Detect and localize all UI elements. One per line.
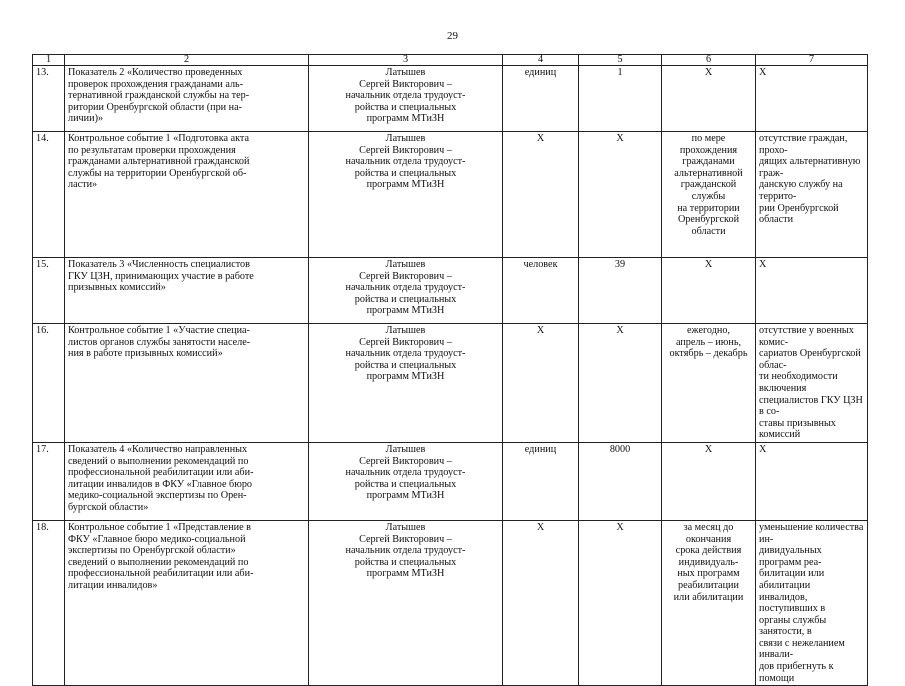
event-name: Контрольное событие 1 «Участие специа- листов органов службы занятости населе- ния в работе призывных комиссий»: [65, 324, 309, 443]
responsible-person: Латышев Сергей Викторович – начальник отдела трудоуст- ройства и специальных программ МТиЗН: [309, 442, 503, 520]
table-row: [33, 442, 868, 520]
note: Х: [756, 66, 868, 132]
event-name: Контрольное событие 1 «Подготовка акта по результатам проверки прохождения гражданами альтернативной гражданской службы на территории Оренбургской об- ласти»: [65, 132, 309, 258]
value: 39: [579, 258, 662, 324]
responsible-person: Латышев Сергей Викторович – начальник отдела трудоуст- ройства и специальных программ МТиЗН: [309, 132, 503, 258]
row-number: 17.: [33, 442, 65, 520]
responsible-person: Латышев Сергей Викторович – начальник отдела трудоуст- ройства и специальных программ МТиЗН: [309, 66, 503, 132]
value: 8000: [579, 442, 662, 520]
table-row: [33, 520, 868, 685]
event-name: Показатель 4 «Количество направленных сведений о выполнении рекомендаций по профессиональной реабилитации или аби- литации инвалидов в ФКУ «Главное бюро медико-социальной экспертизы по Орен- бургской области»: [65, 442, 309, 520]
table-row: [33, 324, 868, 443]
table-row: [33, 66, 868, 132]
plan-table: [32, 54, 868, 686]
responsible-person: Латышев Сергей Викторович – начальник отдела трудоуст- ройства и специальных программ МТиЗН: [309, 324, 503, 443]
deadline: по мере прохождения гражданами альтернативной гражданской службы на территории Оренбургской области: [662, 132, 756, 258]
column-number: 5: [579, 55, 662, 66]
note: уменьшение количества ин- дивидуальных программ реа- билитации или абилитации инвалидов, поступивших в органы службы занятости, в связи с нежеланием инвали- дов прибегнуть к помощи: [756, 520, 868, 685]
note: Х: [756, 258, 868, 324]
deadline: Х: [662, 442, 756, 520]
column-number: 7: [756, 55, 868, 66]
unit: единиц: [503, 66, 579, 132]
event-name: Показатель 3 «Численность специалистов ГКУ ЦЗН, принимающих участие в работе призывных комиссий»: [65, 258, 309, 324]
value: Х: [579, 132, 662, 258]
deadline: Х: [662, 258, 756, 324]
unit: Х: [503, 132, 579, 258]
table-row: [33, 258, 868, 324]
note: Х: [756, 442, 868, 520]
row-number: 18.: [33, 520, 65, 685]
row-number: 14.: [33, 132, 65, 258]
note: отсутствие граждан, прохо- дящих альтернативную граж- данскую службу на террито- рии Оренбургской области: [756, 132, 868, 258]
row-number: 13.: [33, 66, 65, 132]
deadline: Х: [662, 66, 756, 132]
deadline: ежегодно, апрель – июнь, октябрь – декабрь: [662, 324, 756, 443]
responsible-person: Латышев Сергей Викторович – начальник отдела трудоуст- ройства и специальных программ МТиЗН: [309, 520, 503, 685]
column-number: 6: [662, 55, 756, 66]
note: отсутствие у военных комис- сариатов Оренбургской облас- ти необходимости включения специалистов ГКУ ЦЗН в со- ставы призывных комиссий: [756, 324, 868, 443]
responsible-person: Латышев Сергей Викторович – начальник отдела трудоуст- ройства и специальных программ МТиЗН: [309, 258, 503, 324]
unit: Х: [503, 324, 579, 443]
column-number: 4: [503, 55, 579, 66]
row-number: 16.: [33, 324, 65, 443]
unit: человек: [503, 258, 579, 324]
column-number: 1: [33, 55, 65, 66]
event-name: Показатель 2 «Количество проведенных проверок прохождения гражданами аль- тернативной гражданской службы на тер- ритории Оренбургской области (при на- личии)»: [65, 66, 309, 132]
column-number: 3: [309, 55, 503, 66]
unit: Х: [503, 520, 579, 685]
deadline: за месяц до окончания срока действия индивидуаль- ных программ реабилитации или абилитации: [662, 520, 756, 685]
page-number: 29: [447, 30, 458, 42]
value: Х: [579, 520, 662, 685]
column-number: 2: [65, 55, 309, 66]
table-row: [33, 132, 868, 258]
value: 1: [579, 66, 662, 132]
value: Х: [579, 324, 662, 443]
event-name: Контрольное событие 1 «Представление в ФКУ «Главное бюро медико-социальной экспертизы по Оренбургской области» сведений о выполнении рекомендаций по профессиональной реабилитации или аби- литации инвалидов»: [65, 520, 309, 685]
row-number: 15.: [33, 258, 65, 324]
unit: единиц: [503, 442, 579, 520]
column-number-row: [33, 55, 868, 66]
